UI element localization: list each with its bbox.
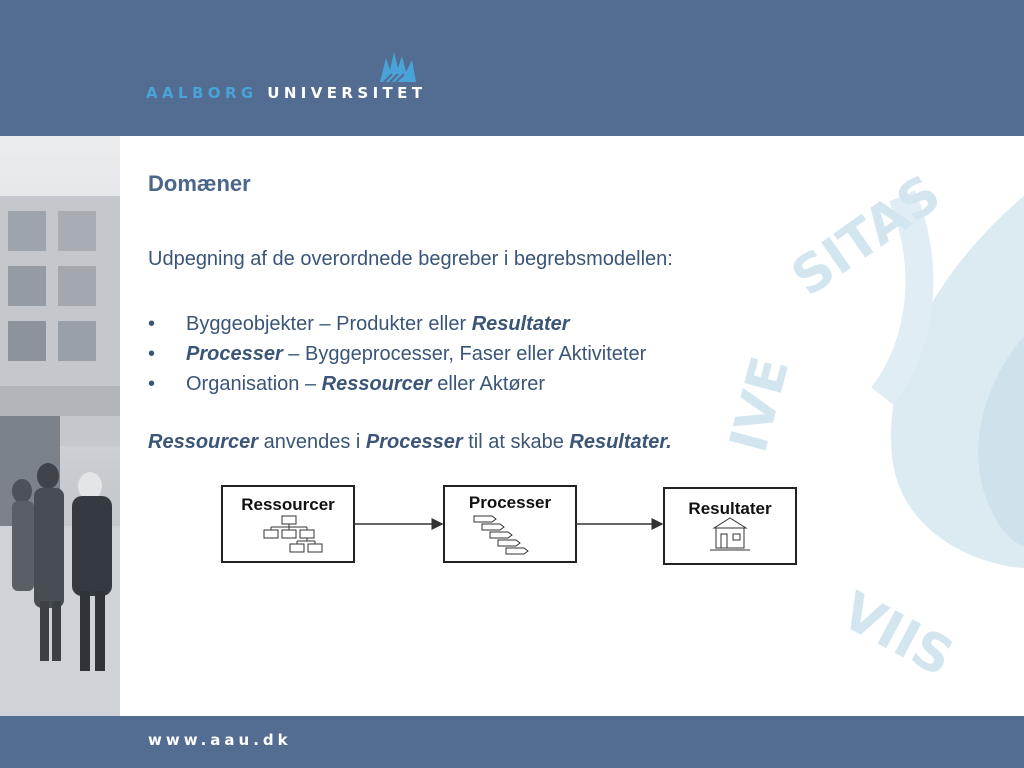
conclusion-text-1: anvendes i [258, 431, 366, 453]
logo-wordmark [146, 84, 426, 102]
processer-box [444, 486, 576, 562]
logo-universitet-text: UNIVERSITET [267, 84, 427, 102]
list-item [148, 309, 646, 339]
ressourcer-label: Ressourcer [241, 495, 335, 514]
resultater-box [664, 488, 796, 564]
slide-title: Domæner [148, 171, 251, 196]
resultater-label: Resultater [688, 499, 772, 518]
bullet-icon: • [148, 343, 156, 365]
ressourcer-box [222, 486, 354, 562]
bullet-icon: • [148, 373, 156, 395]
intro-text: Udpegning af de overordnede begreber i begrebsmodellen: [148, 248, 673, 270]
seal-text-bottom: VIIS [831, 581, 963, 689]
conclusion-emphasis-resultater: Resultater. [569, 431, 672, 453]
campus-photo [0, 136, 120, 716]
conclusion-emphasis-processer: Processer [365, 431, 463, 453]
campus-photo-image [0, 136, 120, 716]
process-diagram [216, 482, 806, 572]
list-item [148, 369, 646, 399]
concept-list [148, 309, 646, 399]
aau-logo[interactable] [146, 44, 456, 104]
conclusion-text-2: til at skabe [462, 431, 570, 453]
conclusion-emphasis-ressourcer: Ressourcer [148, 431, 259, 453]
processer-label: Processer [468, 493, 552, 512]
list-item-text: Byggeobjekter – Produkter eller [186, 313, 472, 335]
list-item-text-after: – Byggeprocesser, Faser eller Aktiviteter [282, 343, 647, 365]
bullet-icon: • [148, 313, 156, 335]
university-emblem-icon [376, 48, 420, 84]
seal-text-middle: IVE [718, 350, 802, 459]
list-item-emphasis: Resultater [471, 313, 570, 335]
conclusion-text [148, 431, 672, 454]
list-item-text-after: eller Aktører [431, 373, 546, 395]
list-item-emphasis: Processer [186, 343, 283, 365]
seal-text-top: SITAS [781, 163, 952, 309]
list-item-text: Organisation – [186, 373, 322, 395]
logo-aalborg-text: AALBORG [146, 84, 258, 102]
list-item [148, 339, 646, 369]
header-band [0, 0, 1024, 136]
list-item-emphasis: Ressourcer [321, 373, 432, 395]
footer-url-link[interactable]: www.aau.dk [148, 731, 292, 749]
